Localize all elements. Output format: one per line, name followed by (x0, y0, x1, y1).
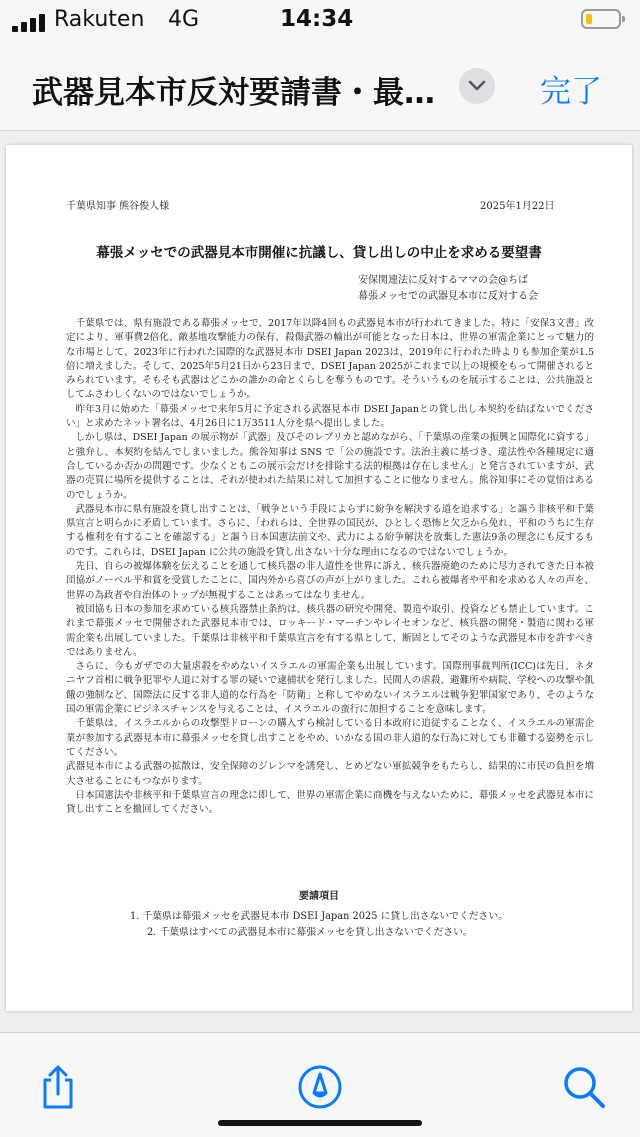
document-date: 2025年1月22日 (480, 201, 555, 212)
home-indicator (218, 1120, 422, 1126)
body-paragraph: 千葉県では、県有施設である幕張メッセで、2017年以降4回もの武器見本市が行われてきました。特に「安保3文書」改定により、軍事費2倍化、敵基地攻撃能力の保有、殺傷武器の輸出が可能となった日本は、世界の軍需企業にとって魅力的な市場として、2023年に行われた国際的な武器見本市 DSEI Japan 2023は、2019年に行われた時よりも参加企業が1.5倍に増えました。そして、2025年5月21日から23日まで、DSEI Japan 2025がこれまで以上の規模をもって開催されるとみられています。そもそも武器はどこかの誰かの命とくらしを奪うものです。そういうものを展示することは、公共施設としてふさわしくないのではないでしょうか。 (66, 318, 594, 401)
body-paragraph: 武器見本市による武器の拡散は、安全保障のジレンマを誘発し、とめどない軍拡競争をもたらし、結果的に市民の負担を増大させることにもつながります。 (66, 761, 594, 787)
requests-list (130, 909, 508, 941)
addressee: 千葉県知事 熊谷俊人様 (66, 201, 170, 212)
status-time: 14:34 (280, 6, 354, 32)
sender-block (358, 273, 538, 305)
share-button[interactable] (34, 1063, 82, 1111)
body-paragraph: 先日、自らの被爆体験を伝えることを通して核兵器の非人道性を世界に訴え、核兵器廃絶のために尽力されてきた日本被団協がノーベル平和賞を受賞したことに、国内外から喜びの声が上がりました。これら被爆者や平和を求める人々の声を、世界の為政者や自治体のトップが無視することはあってはなりません。 (66, 561, 594, 601)
body-paragraph: 日本国憲法や非核平和千葉県宣言の理念に即して、世界の軍需企業に商機を与えないために、幕張メッセを武器見本市に貸し出すことを撤回してください。 (66, 789, 594, 816)
body-paragraph: しかし県は、DSEI Japan の展示物が「武器」及びそのレプリカと認めながら、「千葉県の産業の振興と国際化に資する」と強弁し、本契約を結んでしまいました。熊谷知事は SNS で「公の施設です。法治主義に基づき、違法性や各種規定に適合しているか否かの問題です。少なくともこの展示会だけを排除する法的根拠は存在しません」と発言されていますが、武器の売買に場所を提供することは、それが使われた結果に対して加担することに他なりません。熊谷知事にその覚悟はあるのでしょうか。 (66, 432, 594, 501)
search-icon (560, 1063, 608, 1111)
body-paragraph: 昨年3月に始めた「幕張メッセで来年5月に予定される武器見本市 DSEI Japanとの貸し出し本契約を結ばないでください」と求めたネット署名は、4月26日に1万3511人分を県へ提出しました。 (66, 403, 594, 430)
status-bar (0, 0, 640, 44)
network-type: 4G (168, 7, 200, 32)
body-paragraph: 被団協も日本の参加を求めている核兵器禁止条約は、核兵器の研究や開発、製造や取引、投資なども禁止しています。これまで幕張メッセで開催された武器見本市では、ロッキード・マーチンやレイセオンなど、核兵器の開発・製造に関わる軍需企業も出展していました。千葉県は非核平和千葉県宣言を有する県として、断固としてそのような武器見本市を許すべきではありません。 (66, 603, 594, 658)
requests-heading: 要請項目 (299, 891, 339, 902)
request-item: 2. 千葉県はすべての武器見本市に幕張メッセを貸し出さないでください。 (147, 927, 473, 938)
letter-body (66, 317, 594, 817)
letter-title: 幕張メッセでの武器見本市開催に抗議し、貸し出しの中止を求める要望書 (96, 245, 542, 261)
search-button[interactable] (560, 1063, 608, 1111)
share-icon (34, 1063, 82, 1111)
markup-button[interactable] (296, 1063, 344, 1111)
request-item: 1. 千葉県は幕張メッセを武器見本市 DSEI Japan 2025 に貸し出さないでください。 (130, 911, 508, 922)
title-menu-button[interactable] (459, 68, 495, 104)
markup-icon (296, 1063, 344, 1111)
navigation-bar (0, 44, 640, 131)
document-page (6, 145, 632, 1011)
carrier-name: Rakuten (54, 7, 145, 32)
cellular-signal-icon (12, 12, 48, 32)
document-viewer[interactable] (0, 131, 640, 1032)
body-paragraph: 武器見本市に県有施設を貸し出すことは、「戦争という手段によらずに紛争を解決する道を追求する」と謳う非核平和千葉県宣言と明らかに矛盾しています。さらに、「われらは、全世界の国民が、ひとしく恐怖と欠乏から免れ、平和のうちに生存する権利を有することを確認する」と謳う日本国憲法前文や、武力による紛争解決を放棄した憲法9条の理念にも反するものです。これらは、DSEI Japan に公共の施設を貸し出さない十分な理由になるのではないでしょうか。 (66, 503, 594, 558)
document-title: 武器見本市反対要請書・最… (32, 75, 435, 111)
battery-icon (581, 9, 621, 29)
sender-line: 安保関連法に反対するママの会@ちば (358, 275, 528, 286)
body-paragraph: さらに、今もガザでの大量虐殺をやめないイスラエルの軍需企業も出展しています。国際刑事裁判所(ICC)は先日、ネタニヤフ首相に戦争犯罪や人道に対する罪の疑いで逮捕状を発行しました。民間人の虐殺、避難所や病院、学校への攻撃や飢餓の強制など、国際法に反する非人道的な行為を「防衛」と称してやめないイスラエルは戦争犯罪国家であり、そのような国の軍需企業にビジネスチャンスを与えることは、イスラエルの蛮行に加担することを意味します。 (66, 661, 594, 716)
sender-line: 幕張メッセでの武器見本市に反対する会 (358, 291, 538, 302)
done-button[interactable]: 完了 (540, 74, 602, 110)
chevron-down-icon (467, 77, 487, 95)
body-paragraph: 千葉県は、イスラエルからの攻撃型ドローンの購入すら検討している日本政府に追従することなく、イスラエルの軍需企業が参加する武器見本市に幕張メッセを貸し出すことをやめ、いかなる国の非人道的な行為に対しても非難する姿勢を示してください。 (66, 718, 594, 758)
